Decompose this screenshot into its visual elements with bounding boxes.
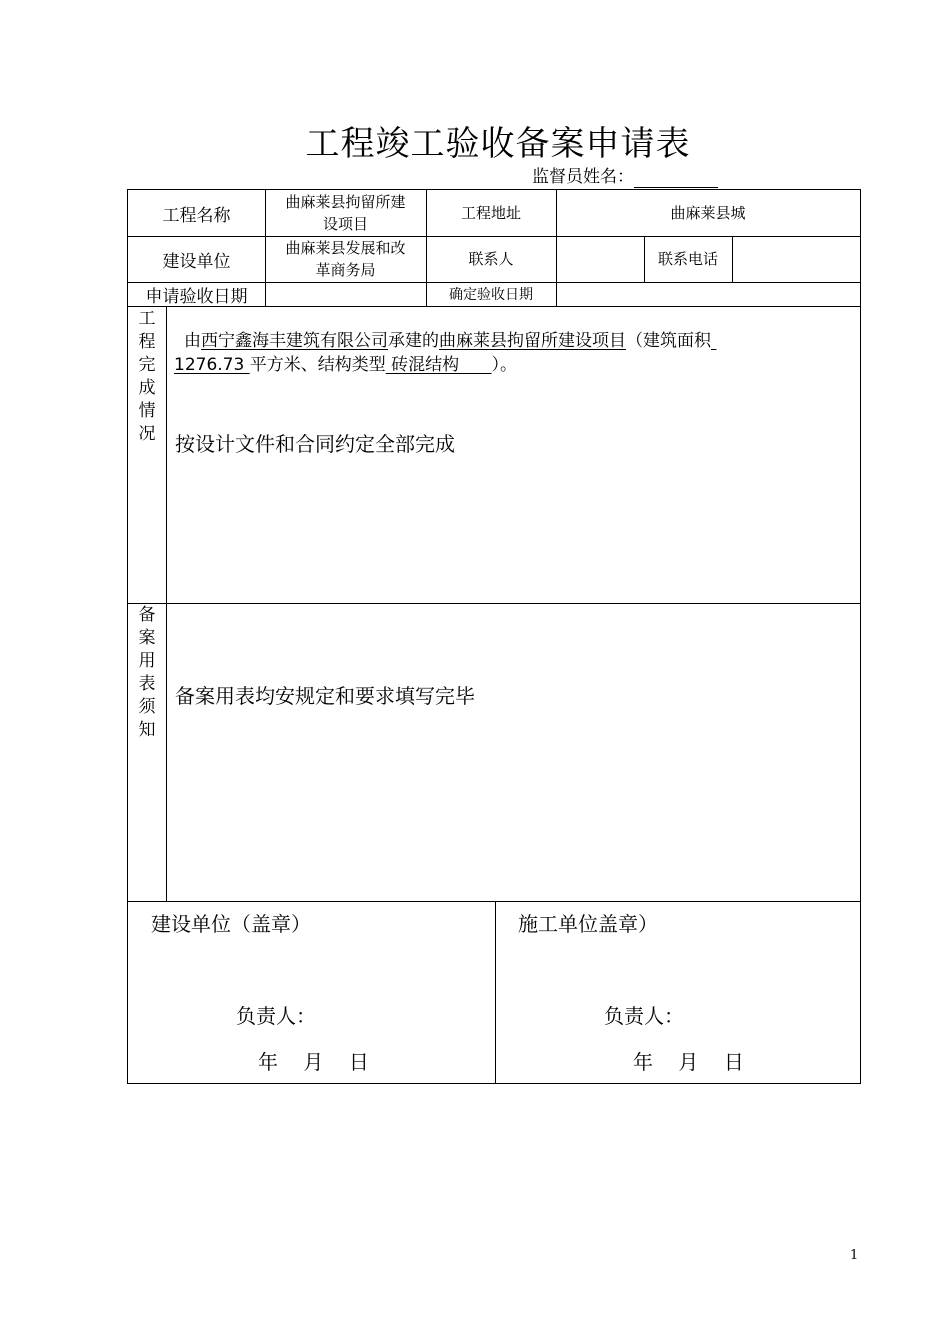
structure-type-value[interactable]: 砖混结构: [385, 355, 492, 375]
builder-seal-title: 建设单位（盖章）: [151, 912, 311, 936]
supervisor-name-field: [532, 166, 718, 188]
side-char: 备: [138, 605, 156, 625]
apply-date-label: 申请验收日期: [145, 286, 248, 307]
contact-person-value[interactable]: [556, 236, 644, 282]
filing-side-label: [128, 604, 166, 742]
side-char: 况: [138, 424, 156, 444]
completion-paragraph-line2: [174, 353, 517, 377]
text-run: 平方米、结构类型: [249, 355, 386, 375]
page-number: 1: [850, 1248, 859, 1263]
row-divider: [128, 901, 860, 902]
form-title: 工程竣工验收备案申请表: [305, 124, 691, 164]
col-divider: [495, 901, 496, 1083]
side-char: 须: [138, 697, 156, 717]
contact-phone-label: 联系电话: [657, 250, 718, 268]
contact-person-label: 联系人: [468, 250, 514, 268]
project-name-label: 工程名称: [162, 205, 231, 226]
contact-phone-value[interactable]: [732, 236, 860, 282]
side-char: 程: [138, 332, 156, 352]
project-name-line1: 曲麻莱县拘留所建: [285, 193, 406, 211]
side-char: 成: [138, 378, 156, 398]
project-location-label: 工程地址: [460, 204, 521, 222]
builder-sign-date[interactable]: 年 月 日: [258, 1050, 369, 1074]
completion-paragraph-line1: [184, 329, 716, 353]
confirm-date-value[interactable]: [556, 282, 860, 306]
builder-responsible-person[interactable]: 负责人：: [236, 1004, 316, 1028]
building-area-value[interactable]: 1276.73: [174, 355, 250, 375]
application-form-table: [127, 189, 861, 1084]
row-divider: [128, 603, 860, 604]
side-char: 用: [138, 651, 156, 671]
confirm-date-label: 确定验收日期: [449, 287, 533, 303]
contractor-responsible-person[interactable]: 负责人：: [604, 1004, 684, 1028]
filing-statement[interactable]: 备案用表均安规定和要求填写完毕: [175, 684, 475, 708]
builder-unit-line2: 革商务局: [315, 261, 376, 279]
apply-date-value[interactable]: [265, 282, 426, 306]
project-name-value[interactable]: [265, 190, 426, 236]
supervisor-blank[interactable]: [634, 170, 718, 188]
contractor-name[interactable]: 西宁鑫海丰建筑有限公司: [201, 331, 388, 351]
side-char: 案: [138, 628, 156, 648]
area-blank-start: [711, 331, 716, 351]
text-run: 由: [184, 331, 201, 351]
text-run: ）。: [491, 355, 518, 375]
builder-unit-label: 建设单位: [162, 251, 231, 272]
builder-unit-line1: 曲麻莱县发展和改: [285, 239, 406, 257]
side-char: 完: [138, 355, 156, 375]
side-char: 表: [138, 674, 156, 694]
project-location-value[interactable]: 曲麻莱县城: [670, 204, 746, 222]
text-run: 承建的: [388, 331, 439, 351]
contractor-seal-title: 施工单位盖章）: [518, 912, 658, 936]
supervisor-label: 监督员姓名：: [532, 167, 634, 187]
col-divider: [166, 306, 167, 901]
text-run: （建筑面积: [626, 331, 711, 351]
side-char: 工: [138, 309, 156, 329]
project-name-inline[interactable]: 曲麻莱县拘留所建设项目: [439, 331, 626, 351]
side-char: 知: [138, 720, 156, 740]
project-name-line2: 设项目: [322, 215, 368, 233]
completion-statement[interactable]: 按设计文件和合同约定全部完成: [175, 432, 455, 456]
builder-unit-value[interactable]: [265, 236, 426, 282]
contractor-sign-date[interactable]: 年 月 日: [633, 1050, 744, 1074]
side-char: 情: [138, 401, 156, 421]
completion-side-label: [128, 308, 166, 446]
